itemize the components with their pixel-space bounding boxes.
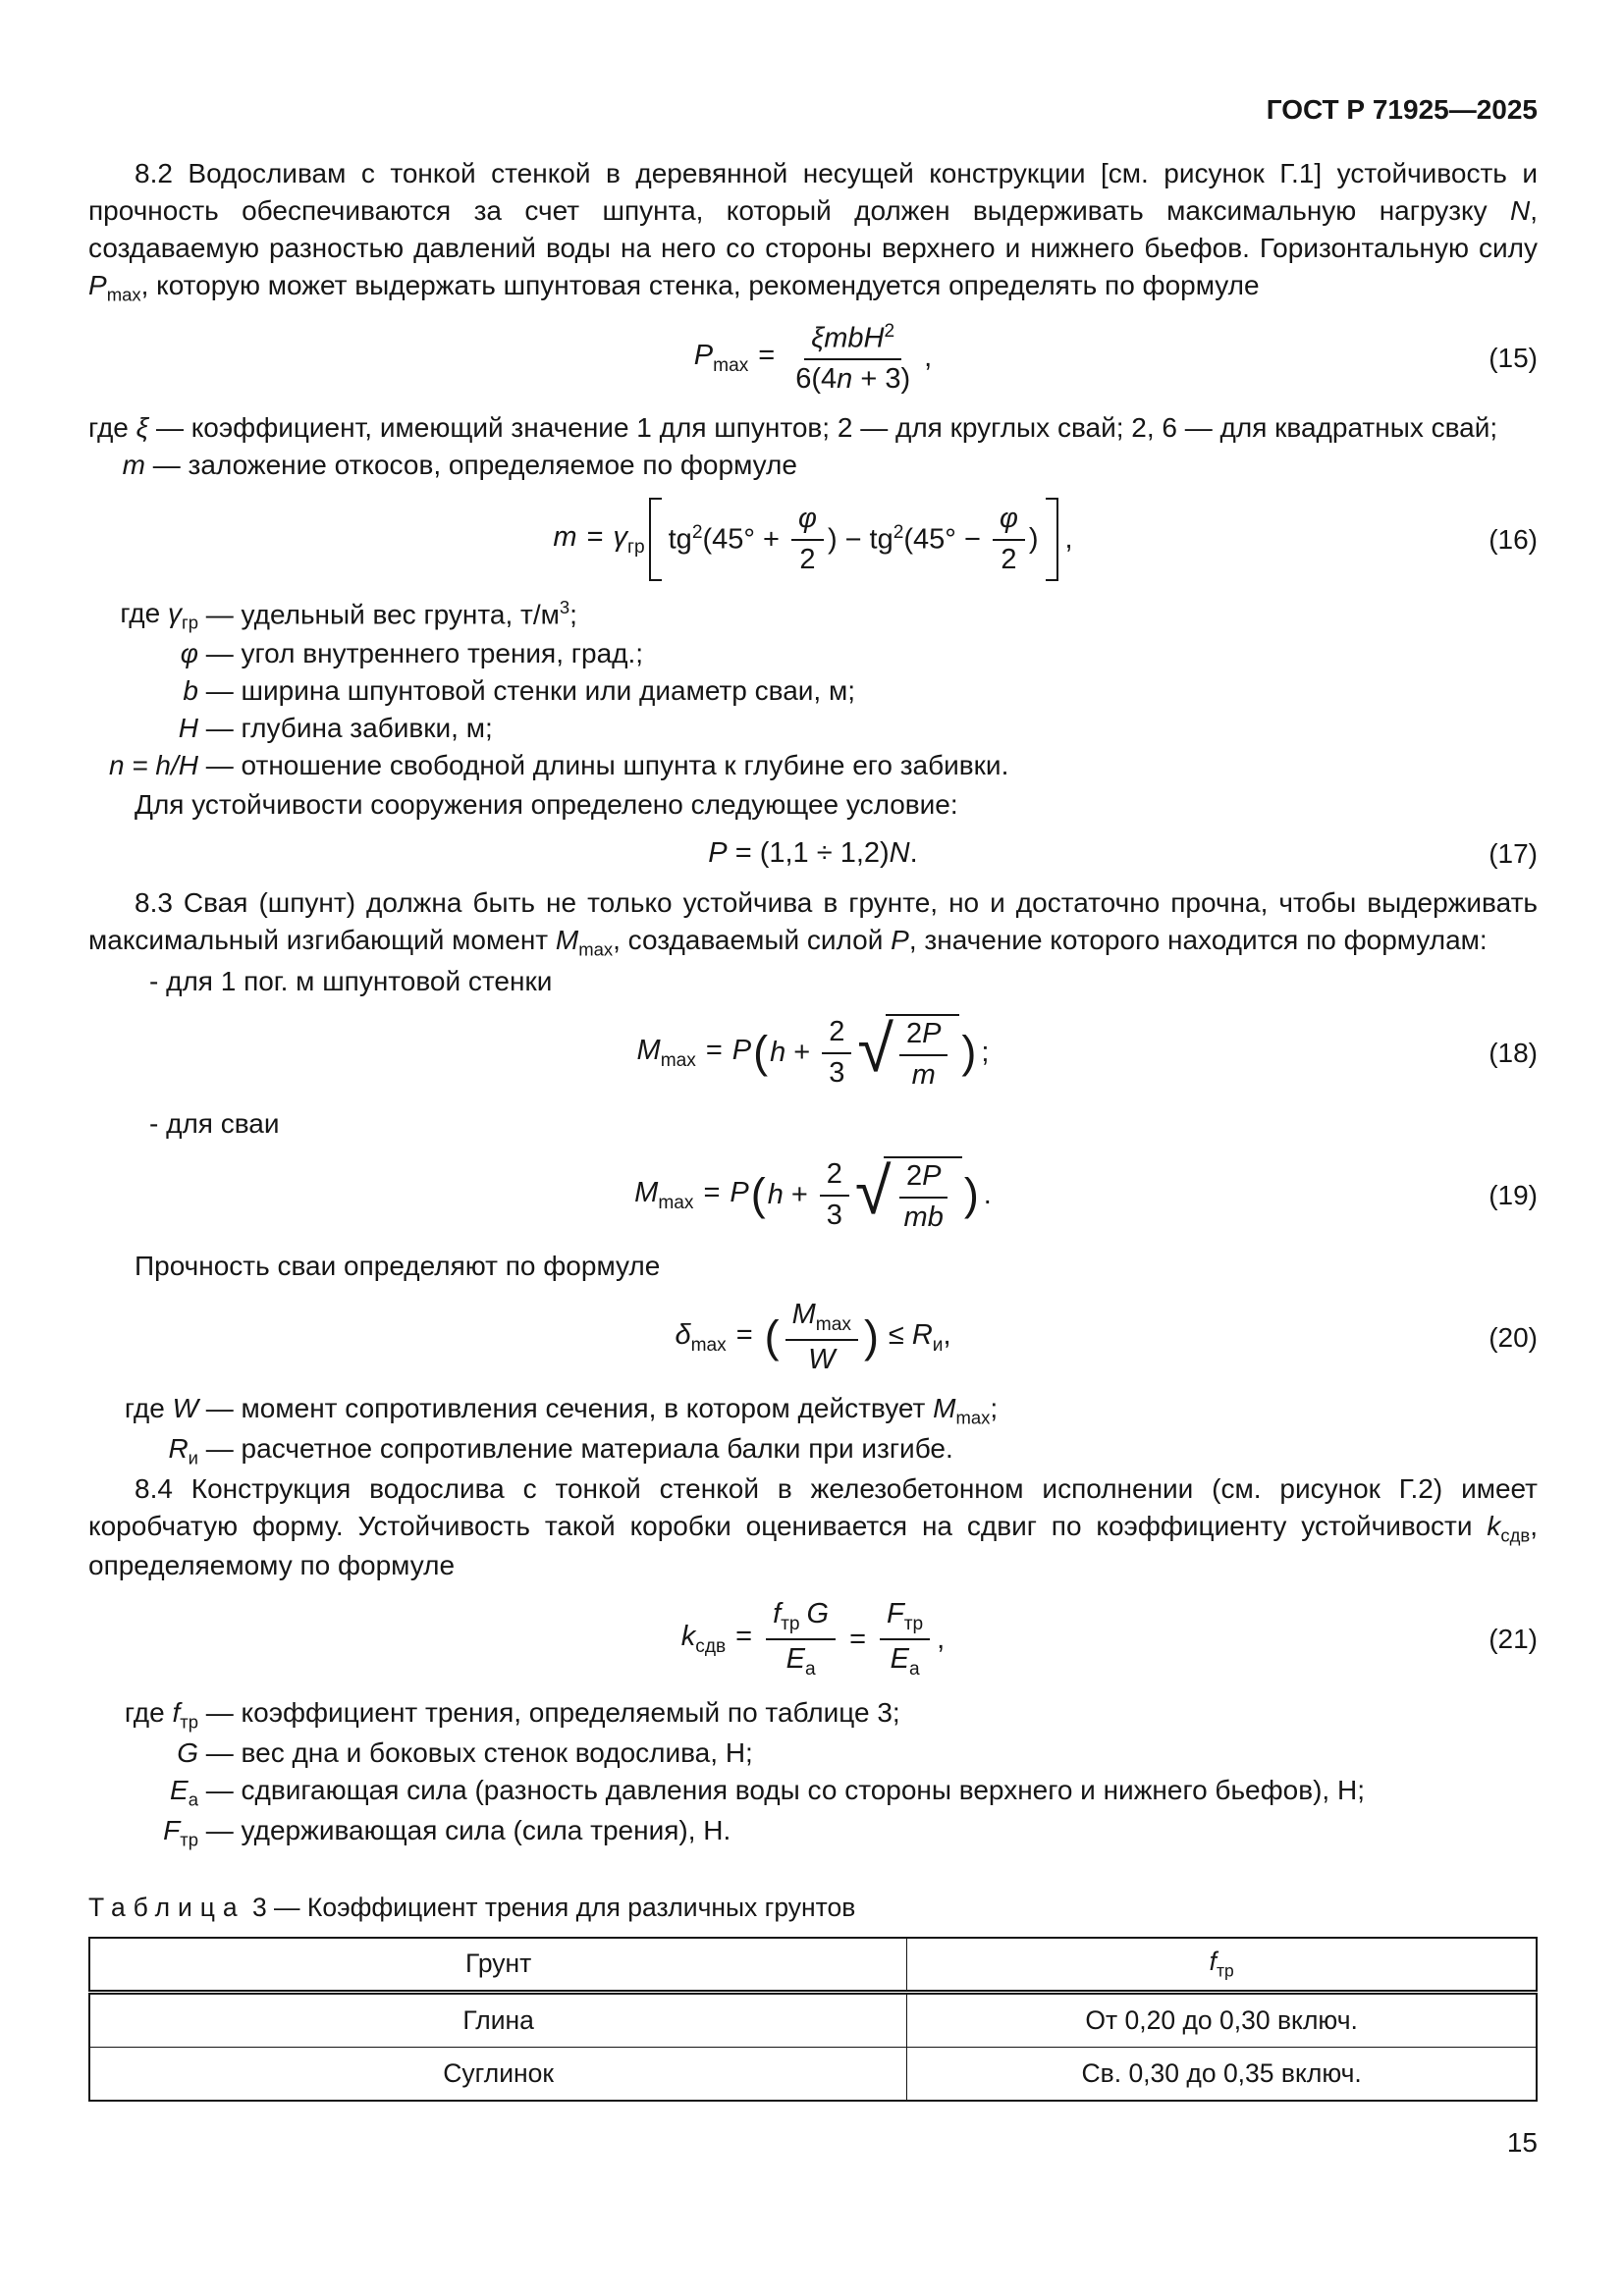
standard-number: ГОСТ Р 71925—2025 (1266, 94, 1538, 125)
fraction (897, 1160, 950, 1234)
formula-16 (88, 498, 1538, 581)
math-var: M (634, 1176, 659, 1208)
where-clause-15 (88, 409, 1538, 447)
formula-20 (88, 1299, 1538, 1376)
math-sub: и (188, 1447, 198, 1468)
definition-row-phi (88, 635, 1538, 672)
radical-icon: √ (854, 1154, 892, 1228)
fraction-denominator (884, 1640, 927, 1681)
definition-text: — отношение свободной длины шпунта к глубине его забивки. (198, 750, 1009, 781)
math-var: R (168, 1432, 189, 1464)
paragraph-8-3 (88, 884, 1538, 962)
math-var: m (911, 1058, 936, 1091)
math-var: G (177, 1736, 198, 1768)
body-text: 8.3 Свая (шпунт) должна быть не только устойчива в грунте, но и достаточно прочна, чтобы выдерживать максимальный изгибающий момент (88, 886, 1538, 955)
definition-term (88, 1772, 198, 1812)
math-text: = (1,1 ÷ 1,2) (727, 837, 890, 870)
equation-number: (16) (1489, 523, 1538, 555)
definition-row-Ftr (88, 1812, 1538, 1852)
math-var: φ (999, 503, 1018, 535)
equation-lhs (553, 521, 644, 559)
fraction-denominator (788, 360, 917, 396)
math-var: G (806, 1598, 830, 1630)
punctuation: , (943, 1318, 951, 1351)
math-var: φ (798, 503, 817, 535)
fraction (899, 1018, 947, 1092)
formula-21 (88, 1598, 1538, 1681)
math-var: P (708, 837, 728, 870)
math-var: P (730, 1176, 749, 1208)
document-header (88, 94, 1538, 126)
math-sub: тр (781, 1614, 800, 1635)
definition-term (88, 447, 145, 484)
math-text (881, 1319, 951, 1357)
body-text: , создаваемую разностью давлений воды на него со стороны верхнего и нижнего бьефов. Горизонтальную силу (88, 195, 1538, 264)
fraction-denominator (897, 1199, 950, 1234)
big-paren-close: ) (961, 1027, 977, 1078)
math-sub: тр (180, 1711, 198, 1733)
math-sup: 2 (691, 522, 703, 544)
formula-19 (88, 1156, 1538, 1234)
fraction (791, 503, 824, 576)
equation-lhs (637, 1035, 752, 1072)
math-sup: 2 (884, 320, 895, 342)
function-name: tg (668, 523, 692, 556)
math-text: 2 (905, 1018, 923, 1050)
math-var: m (122, 450, 145, 481)
math-sub: тр (903, 1614, 924, 1635)
table-cell-value: От 0,20 до 0,30 включ. (907, 1992, 1537, 2047)
plus-sign: + (790, 1178, 808, 1210)
math-var: f (1209, 1947, 1217, 1977)
definition-row-b (88, 672, 1538, 710)
math-sub: max (660, 1049, 696, 1071)
paragraph-8-2 (88, 155, 1538, 307)
math-var: k (680, 1621, 696, 1653)
equation-lhs (681, 1621, 762, 1658)
equals-sign: = (705, 1034, 723, 1066)
punctuation: , (1064, 523, 1073, 556)
table-cell-soil: Глина (89, 1992, 907, 2047)
definition-row-H (88, 710, 1538, 747)
math-var: M (555, 924, 579, 955)
body-text: ; (990, 1393, 999, 1424)
math-sub: a (188, 1789, 198, 1810)
math-var: k (1487, 1510, 1501, 1541)
definition-row-n (88, 747, 1538, 784)
table-caption (88, 1893, 1538, 1923)
equation-body (708, 837, 917, 870)
table-row (89, 2047, 1537, 2101)
table-header-row (89, 1938, 1537, 1992)
math-var: M (636, 1034, 661, 1066)
definition-term (88, 747, 198, 784)
math-text: ) (1028, 523, 1039, 556)
math-var: h (767, 1178, 784, 1210)
big-paren-open: ( (750, 1169, 766, 1220)
definition-row-W (88, 1390, 1538, 1430)
equation-lhs (694, 340, 785, 377)
fraction-denominator: 2 (799, 543, 816, 575)
math-text: (45° − (903, 523, 989, 556)
math-var: N (1509, 195, 1531, 227)
equation-number: (20) (1489, 1321, 1538, 1353)
math-sub: max (578, 938, 614, 960)
math-sub: max (955, 1407, 991, 1428)
definition-text: — коэффициент трения, определяемый по таблице 3; (198, 1697, 900, 1729)
definition-row-f (88, 1694, 1538, 1735)
formula-15 (88, 321, 1538, 396)
definition-text: — расчетное сопротивление материала балки при изгибе. (198, 1432, 953, 1464)
math-sub: гр (627, 536, 645, 558)
fraction-numerator (993, 503, 1025, 540)
punctuation: , (924, 342, 933, 374)
fraction-numerator (899, 1018, 947, 1055)
math-text: 6(4 (795, 362, 838, 395)
fraction (822, 1016, 851, 1090)
body-text: 8.2 Водосливам с тонкой стенкой в деревянной несущей конструкции [см. рисунок Г.1] устойчивость и прочность обеспечиваются за счет шпунта, который должен выдерживать максимальную нагрузку (88, 158, 1538, 227)
definition-text: — ширина шпунтовой стенки или диаметр сваи, м; (198, 674, 856, 706)
definition-row-gamma (88, 595, 1538, 635)
definition-term (88, 595, 198, 635)
punctuation: , (937, 1623, 946, 1655)
math-sub: max (690, 1334, 727, 1356)
math-sub: тр (1216, 1960, 1234, 1981)
punctuation: . (983, 1178, 992, 1210)
math-var: M (791, 1299, 816, 1330)
fraction-numerator: 2 (822, 1016, 851, 1053)
bracket-content (669, 498, 1039, 581)
definition-term (88, 710, 198, 747)
equals-sign: = (735, 1621, 753, 1653)
fraction-denominator (801, 1341, 841, 1376)
fraction (788, 321, 917, 396)
function-name: tg (869, 523, 893, 556)
fraction (820, 1158, 849, 1232)
plus-sign: + (793, 1037, 811, 1069)
fraction-numerator (766, 1598, 836, 1640)
definition-row-Ea (88, 1772, 1538, 1812)
math-var: F (163, 1814, 181, 1845)
equals-sign: = (735, 1318, 753, 1351)
fraction-numerator (880, 1598, 930, 1640)
body-text: где (124, 1393, 173, 1424)
table-caption-text: — Коэффициент трения для различных грунтов (266, 1893, 856, 1923)
math-sup: 2 (893, 522, 904, 544)
math-var: m (553, 520, 577, 553)
friction-coefficient-table (88, 1937, 1538, 2101)
math-var: φ (180, 637, 198, 668)
column-header-soil (89, 1938, 907, 1992)
math-text (770, 1037, 818, 1069)
math-text: ) (827, 523, 838, 556)
list-item: - для 1 пог. м шпунтовой стенки (149, 966, 553, 997)
math-sub: max (815, 1313, 851, 1335)
math-var: H (178, 713, 198, 744)
equation-number: (15) (1489, 343, 1538, 374)
definition-text: — удерживающая сила (сила трения), Н. (198, 1814, 731, 1845)
column-header-ftr (907, 1938, 1537, 1992)
left-bracket-icon (649, 498, 662, 581)
fraction (993, 503, 1025, 576)
definition-term (88, 672, 198, 710)
radicand (886, 1014, 959, 1092)
math-var: P (693, 340, 714, 372)
table-cell-soil: Суглинок (89, 2047, 907, 2101)
formula-18 (88, 1014, 1538, 1092)
math-sub: тр (180, 1829, 198, 1850)
math-var: ξmbH (811, 322, 885, 354)
definition-text: — вес дна и боковых стенок водослива, Н; (198, 1736, 753, 1768)
math-var: P (731, 1034, 752, 1066)
math-var: P (922, 1018, 942, 1050)
math-var: h (770, 1037, 786, 1069)
fraction-numerator (804, 321, 901, 360)
fraction-denominator (905, 1056, 943, 1092)
big-paren-close: ) (963, 1169, 979, 1220)
definition-term (88, 1390, 198, 1430)
fraction-denominator (780, 1640, 823, 1681)
leq-sign: ≤ (888, 1318, 904, 1351)
math-var: f (172, 1697, 181, 1729)
math-var: n (837, 362, 853, 395)
definition-term (88, 635, 198, 672)
minus-sign: − (844, 523, 862, 556)
math-var: W (172, 1393, 198, 1424)
fraction-denominator: 2 (1001, 543, 1017, 575)
table-cell-value: Св. 0,30 до 0,35 включ. (907, 2047, 1537, 2101)
body-text: — коэффициент, имеющий значение 1 для шпунтов; 2 — для круглых свай; 2, 6 — для квадратных свай; (148, 412, 1498, 444)
table-caption-number: 3 (251, 1893, 267, 1923)
definition-text (198, 1390, 1538, 1430)
equals-sign: = (703, 1176, 721, 1208)
math-var: mb (903, 1201, 944, 1233)
math-sub: сдв (1500, 1524, 1531, 1546)
math-var: ξ (135, 412, 149, 444)
formula-17 (88, 837, 1538, 870)
body-text: , создаваемый силой (613, 924, 892, 955)
body-text: где (120, 598, 168, 629)
condition-sentence: Для устойчивости сооружения определено следующее условие: (135, 789, 958, 821)
math-sub: и (932, 1334, 944, 1356)
fraction (766, 1598, 836, 1681)
bracket-group (649, 498, 1058, 581)
equation-number: (17) (1489, 837, 1538, 869)
page-number: 15 (1506, 2126, 1538, 2158)
equation-lhs (634, 1177, 749, 1214)
fraction-numerator (899, 1160, 947, 1198)
math-text: (45° + (702, 523, 788, 556)
equals-sign: = (586, 520, 604, 553)
definition-text (198, 595, 1538, 635)
definition-text: — глубина забивки, м; (198, 713, 493, 744)
math-text (828, 522, 989, 557)
math-var: b (183, 674, 198, 706)
math-var: F (887, 1598, 904, 1630)
definition-text: — угол внутреннего трения, град.; (198, 637, 644, 668)
equals-sign: = (849, 1623, 867, 1655)
math-var: N (889, 837, 910, 870)
math-sub: max (658, 1192, 694, 1213)
math-sup: 3 (559, 597, 570, 618)
table-caption-label: Таблица (88, 1893, 245, 1923)
punctuation: ; (981, 1037, 990, 1069)
math-text (768, 1179, 816, 1211)
table-row (89, 1992, 1537, 2047)
body-text: — удельный вес грунта, т/м (198, 599, 560, 630)
math-sub: гр (181, 612, 198, 633)
math-sub: max (713, 355, 749, 377)
equation-number: (18) (1489, 1037, 1538, 1068)
strength-sentence: Прочность сваи определяют по формуле (135, 1250, 661, 1281)
math-var: γ (167, 598, 182, 629)
math-var: E (785, 1643, 805, 1676)
math-text (669, 522, 787, 557)
equation-number: (21) (1489, 1624, 1538, 1655)
fraction-denominator: 3 (829, 1056, 845, 1089)
definition-text: — заложение откосов, определяемое по формуле (145, 450, 797, 481)
math-var: γ (613, 520, 627, 553)
fraction-denominator: 3 (826, 1199, 842, 1231)
equation-number: (19) (1489, 1179, 1538, 1210)
math-sub: a (804, 1659, 816, 1681)
square-root (857, 1014, 959, 1092)
definition-term (88, 1430, 198, 1470)
body-text: , значение которого находится по формулам: (908, 924, 1488, 955)
definition-row-R (88, 1430, 1538, 1470)
math-var: n = h/H (108, 750, 198, 781)
definition-term (88, 1694, 198, 1735)
math-var: W (808, 1343, 836, 1375)
math-var: R (911, 1318, 933, 1351)
fraction-numerator: 2 (820, 1158, 849, 1196)
math-var: P (922, 1160, 942, 1193)
math-var: E (890, 1643, 909, 1676)
definition-text: — сдвигающая сила (разность давления воды со стороны верхнего и нижнего бьефов), Н; (198, 1774, 1365, 1805)
big-paren-open: ( (753, 1027, 769, 1078)
radical-icon: √ (857, 1013, 893, 1087)
right-bracket-icon (1046, 498, 1058, 581)
body-text: — момент сопротивления сечения, в котором действует (198, 1393, 934, 1424)
body-text: где (88, 412, 136, 444)
body-text: 8.4 Конструкция водослива с тонкой стенкой в железобетонном исполнении (см. рисунок Г.2) имеет коробчатую форму. Устойчивость такой коробки оценивается на сдвиг по коэффициенту устойчивости (88, 1472, 1538, 1541)
square-root (855, 1156, 962, 1234)
definition-term (88, 1735, 198, 1772)
math-var: δ (675, 1318, 691, 1351)
definition-term (88, 1812, 198, 1852)
math-var: P (891, 924, 909, 955)
body-text: , которую может выдержать шпунтовая стенка, рекомендуется определять по формуле (140, 270, 1260, 301)
fraction-numerator (791, 503, 824, 540)
definition-row-m (88, 447, 1538, 484)
header-text: Грунт (464, 1949, 532, 1979)
fraction-numerator (785, 1299, 858, 1341)
body-text: , определяемому по формуле (88, 1510, 1538, 1581)
paragraph-8-4 (88, 1470, 1538, 1585)
math-var: f (773, 1598, 782, 1630)
body-text: где (124, 1697, 173, 1729)
equals-sign: = (758, 340, 776, 372)
body-text: ; (569, 599, 577, 630)
math-text: + 3) (852, 362, 911, 395)
list-item: - для сваи (149, 1108, 280, 1140)
big-paren-close: ) (863, 1311, 879, 1362)
big-paren-open: ( (764, 1311, 780, 1362)
math-sub: max (106, 284, 141, 305)
equation-lhs (675, 1319, 762, 1357)
math-var: M (933, 1393, 956, 1424)
punctuation: . (909, 837, 918, 870)
radicand (884, 1156, 962, 1234)
math-text: 2 (905, 1160, 923, 1193)
math-var: P (88, 270, 107, 301)
definition-row-G (88, 1735, 1538, 1772)
fraction (880, 1598, 930, 1681)
math-sub: сдв (695, 1636, 727, 1658)
math-sub: a (908, 1659, 920, 1681)
fraction (785, 1299, 858, 1376)
math-var: E (170, 1774, 189, 1805)
